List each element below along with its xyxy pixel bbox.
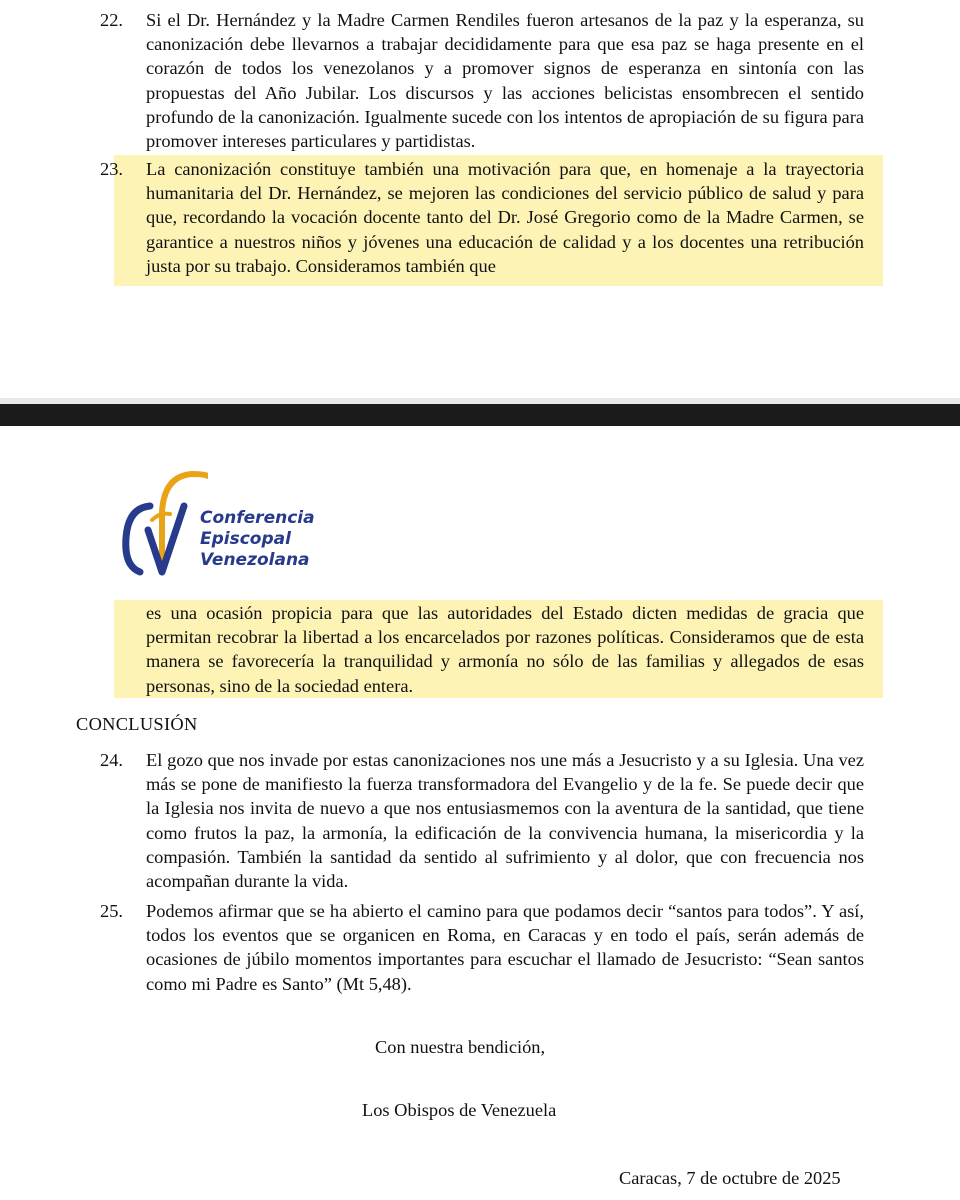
logo-line: Conferencia bbox=[200, 508, 315, 528]
paragraph-number: 24. bbox=[100, 750, 123, 770]
paragraph-text: Si el Dr. Hernández y la Madre Carmen Rendiles fueron artesanos de la paz y la esperanza, su canonización debe llevarnos a trabajar decididamente para que esa paz se haga presente en el corazón de todos los venezolanos y a promover signos de esperanza en sintonía con las propuestas del Año Jubilar. Los discursos y las acciones belicistas ensombrecen el sentido profundo de la canonización. Igualmente sucede con los intentos de apropiación de su figura para promover intereses particulares y partidistas. bbox=[146, 10, 864, 152]
paragraph-number: 22. bbox=[100, 10, 123, 30]
cev-emblem-icon bbox=[118, 468, 208, 578]
paragraph-25 bbox=[94, 899, 864, 996]
cev-logo-text bbox=[200, 508, 315, 571]
logo-line: Episcopal bbox=[200, 529, 291, 549]
paragraph-number: 23. bbox=[100, 159, 123, 179]
closing-blessing: Con nuestra bendición, bbox=[375, 1037, 546, 1057]
paragraph-text: La canonización constituye también una motivación para que, en homenaje a la trayectoria humanitaria del Dr. Hernández, se mejoren las condiciones del servicio público de salud y para que, recordando la vocación docente tanto del Dr. José Gregorio como de la Madre Carmen, se garantice a nuestros niños y jóvenes una educación de calidad y a los docentes una retribución justa por su trabajo. Consideramos también que bbox=[146, 159, 864, 276]
place-date: Caracas, 7 de octubre de 2025 bbox=[619, 1168, 841, 1188]
paragraph-number: 25. bbox=[100, 901, 123, 921]
paragraph-22 bbox=[94, 8, 864, 153]
signature: Los Obispos de Venezuela bbox=[362, 1100, 557, 1120]
paragraph-text: Podemos afirmar que se ha abierto el camino para que podamos decir “santos para todos”. Y así, todos los eventos que se organicen en Roma, en Caracas y en todo el país, serán además de ocasiones de júbilo momentos importantes para escuchar el llamado de Jesucristo: “Sean santos como mi Padre es Santo” (Mt 5,48). bbox=[146, 901, 864, 994]
paragraph-23-continuation bbox=[94, 601, 864, 698]
paragraph-24 bbox=[94, 748, 864, 893]
page-separator bbox=[0, 404, 960, 426]
logo-line: Venezolana bbox=[200, 550, 310, 570]
section-heading: CONCLUSIÓN bbox=[76, 714, 198, 734]
paragraph-23 bbox=[94, 157, 864, 278]
paragraph-text: El gozo que nos invade por estas canonizaciones nos une más a Jesucristo y a su Iglesia. Una vez más se pone de manifiesto la fuerza transformadora del Evangelio y de la fe. Se puede decir que la Iglesia nos invita de nuevo a que nos entusiasmemos con la aventura de la santidad, que tiene como frutos la paz, la armonía, la edificación de la convivencia humana, la misericordia y la compasión. También la santidad da sentido al sufrimiento y al dolor, que con frecuencia nos acompañan durante la vida. bbox=[146, 750, 864, 892]
paragraph-text: es una ocasión propicia para que las autoridades del Estado dicten medidas de gracia que permitan recobrar la libertad a los encarcelados por razones políticas. Consideramos que de esta manera se favorecería la tranquilidad y armonía no sólo de las familias y allegados de esas personas, sino de la sociedad entera. bbox=[146, 603, 864, 696]
cev-logo bbox=[118, 468, 348, 578]
